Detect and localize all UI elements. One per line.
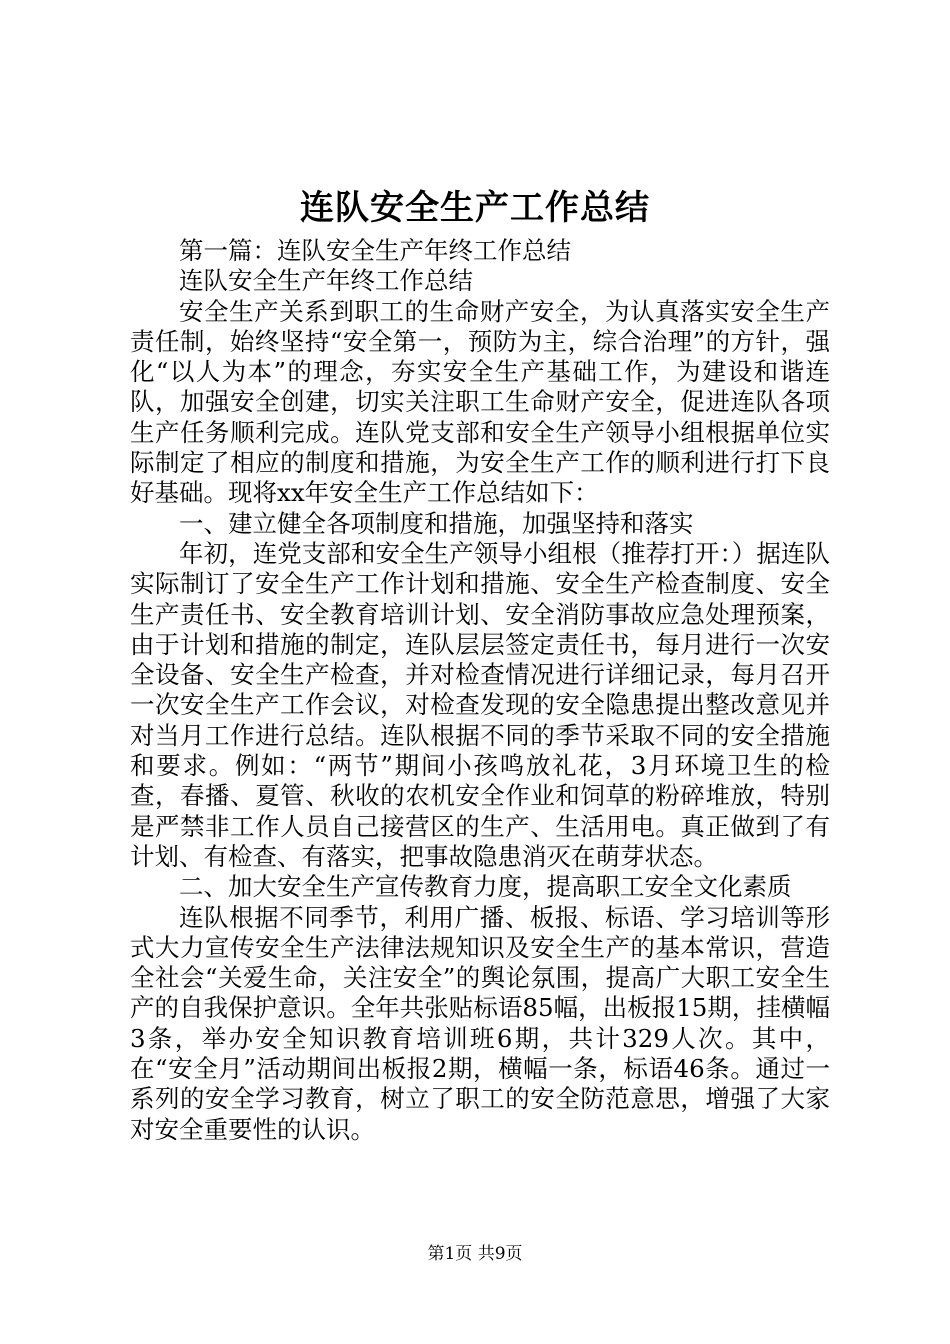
section-heading-part-one: 第一篇：连队安全生产年终工作总结: [179, 236, 571, 265]
document-body: [130, 236, 830, 1145]
section-heading-one: 一、建立健全各项制度和措施，加强坚持和落实: [179, 508, 694, 538]
section-two-paragraph: 连队根据不同季节，利用广播、板报、标语、学习培训等形式大力宣传安全生产法律法规知识及安全生产的基本常识，营造全社会“关爱生命，关注安全”的舆论氛围，提高广大职工安全生产的自我保护意识。全年共张贴标语85幅，出板报15期，挂横幅3条，举办安全知识教育培训班6期，共计329人次。其中，在“安全月”活动期间出板报2期，横幅一条，标语46条。通过一系列的安全学习教育，树立了职工的安全防范意思，增强了大家对安全重要性的认识。: [130, 902, 830, 1144]
section-heading-two: 二、加大安全生产宣传教育力度，提高职工安全文化素质: [179, 872, 792, 902]
page-footer: 第1页 共9页: [427, 1244, 523, 1264]
document-title: 连队安全生产工作总结: [300, 188, 650, 228]
section-one-paragraph: 年初，连党支部和安全生产领导小组根（推荐打开：）据连队实际制订了安全生产工作计划和措施、安全生产检查制度、安全生产责任书、安全教育培训计划、安全消防事故应急处理预案，由于计划和措施的制定，连队层层签定责任书，每月进行一次安全设备、安全生产检查，并对检查情况进行详细记录，每月召开一次安全生产工作会议，对检查发现的安全隐患提出整改意见并对当月工作进行总结。连队根据不同的季节采取不同的安全措施和要求。例如：“两节”期间小孩鸣放礼花，3月环境卫生的检查，春播、夏管、秋收的农机安全作业和饲草的粉碎堆放，特别是严禁非工作人员自己接营区的生产、生活用电。真正做到了有计划、有检查、有落实，把事故隐患消灭在萌芽状态。: [130, 538, 830, 871]
subtitle: 连队安全生产年终工作总结: [179, 266, 473, 296]
intro-paragraph: 安全生产关系到职工的生命财产安全，为认真落实安全生产责任制，始终坚持“安全第一，预防为主，综合治理”的方针，强化“以人为本”的理念，夯实安全生产基础工作，为建设和谐连队，加强安全创建，切实关注职工生命财产安全，促进连队各项生产任务顺利完成。连队党支部和安全生产领导小组根据单位实际制定了相应的制度和措施，为安全生产工作的顺利进行打下良好基础。现将xx年安全生产工作总结如下：: [130, 296, 830, 508]
